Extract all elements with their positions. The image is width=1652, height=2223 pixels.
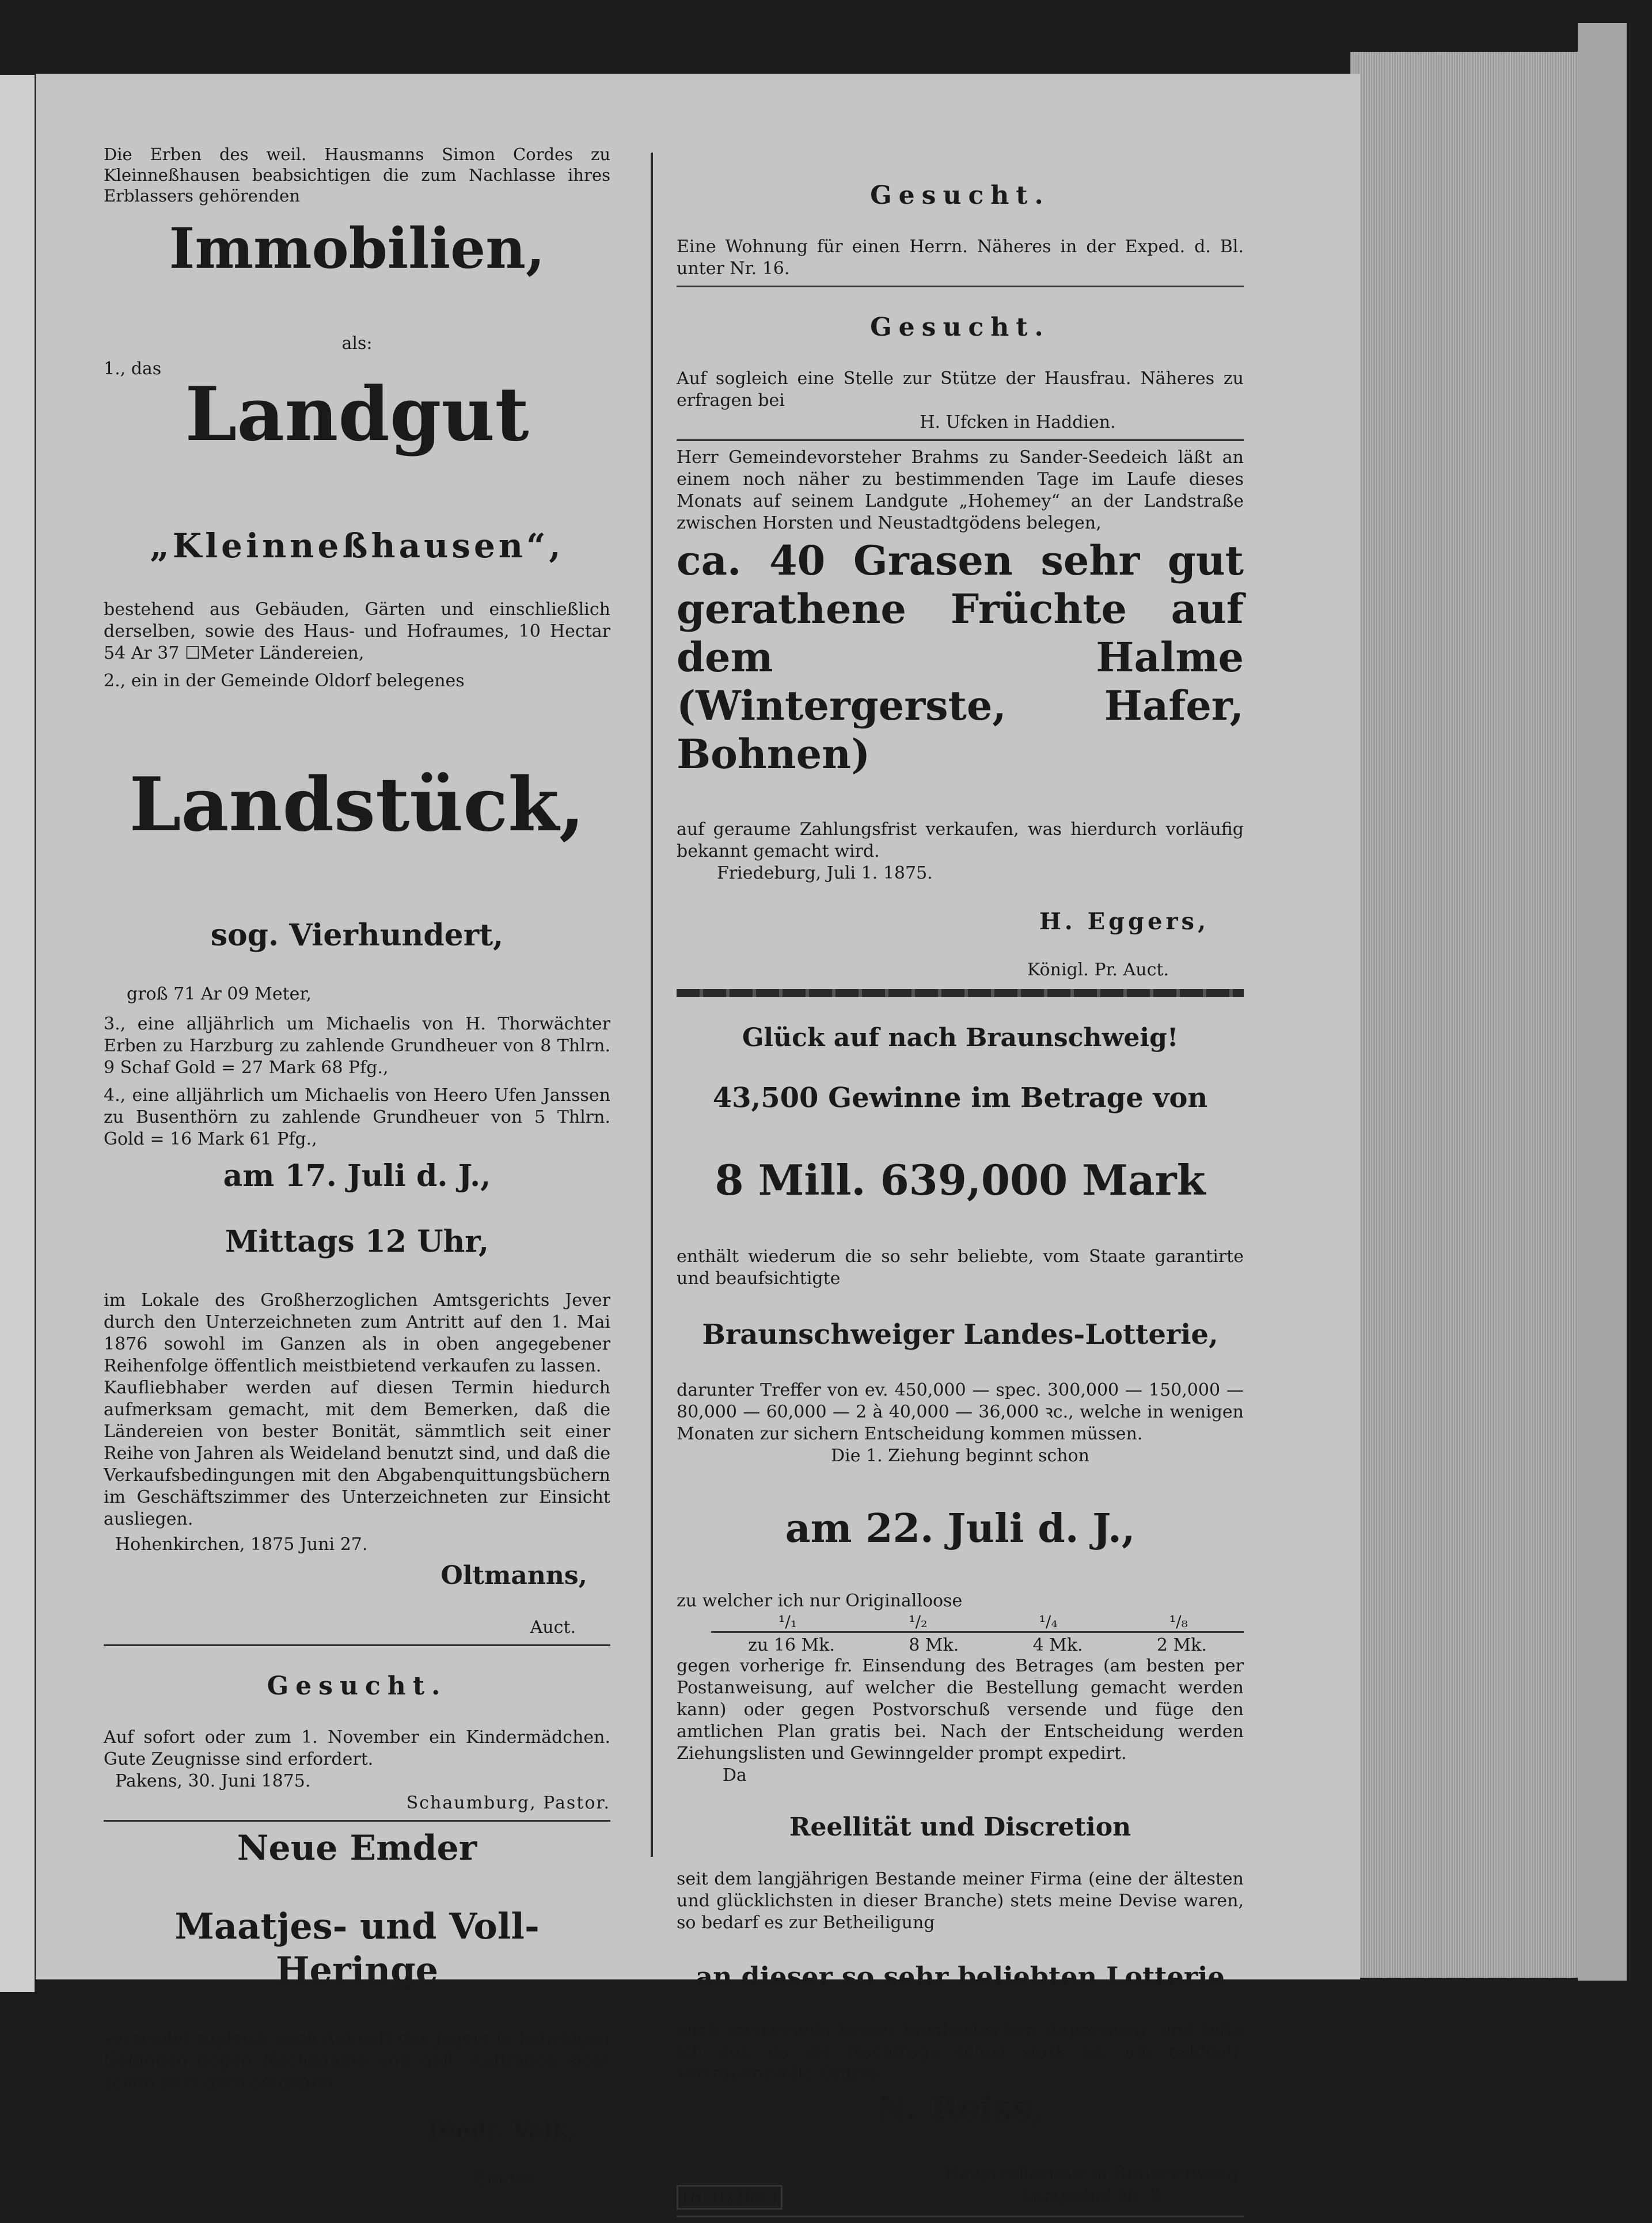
- lotto-body-4: seit dem langjährigen Bestande meiner Firma (eine der ältesten und glücklichsten in dieser Branche) stets meine Devise waren, so bedarf es zur Betheiligung: [677, 1869, 1244, 1933]
- gesucht-2-title: Gesucht.: [267, 1671, 447, 1701]
- lotto-body-3: gegen vorherige fr. Einsendung des Betrages (am besten per Postanweisung, auf welcher die Bestellung gemacht werden kann) oder gegen Postvorschuß versende und füge den amtlichen Plan gratis bei. Nach der Entscheidung werden Ziehungslisten und Gewinngelder prompt expedirt.: [677, 1656, 1244, 1764]
- gesucht-2-place: Pakens, 30. Juni 1875.: [115, 1771, 311, 1791]
- reiss-address: Langerhof Nr. 8.: [1021, 2186, 1167, 2206]
- gesucht-3-title: Gesucht.: [870, 313, 1050, 342]
- divider-bottom: [677, 2216, 1244, 2217]
- gesucht-2-body: Auf sofort oder zum 1. November ein Kindermädchen. Gute Zeugnisse sind erfordert.: [104, 1727, 610, 1769]
- item4-text: 4., eine alljährlich um Michaelis von Heero Ufen Janssen zu Busenthörn zu zahlende Grundheuer von 5 Thlrn. Gold = 16 Mark 61 Pfg.,: [104, 1085, 610, 1149]
- auction-signer: Oltmanns,: [440, 1561, 587, 1590]
- lotto-amount: 8 Mill. 639,000 Mark: [715, 1156, 1206, 1204]
- price-1: zu 16 Mk.: [748, 1635, 835, 1655]
- lotto-orig: zu welcher ich nur Originalloose: [677, 1591, 963, 1611]
- auction-time: Mittags 12 Uhr,: [225, 1224, 489, 1259]
- brahms-place: Friedeburg, Juli 1. 1875.: [717, 863, 933, 883]
- gross-text: groß 71 Ar 09 Meter,: [127, 984, 312, 1004]
- emder-heading-2: Maatjes- und Voll-Heringe: [174, 1905, 540, 1991]
- brahms-tail: auf geraume Zahlungsfrist verkaufen, was hierdurch vorläufig bekannt gemacht wird.: [677, 819, 1244, 861]
- brahms-body: Herr Gemeindevorsteher Brahms zu Sander-Seedeich läßt an einem noch näher zu bestimmenden Tage im Laufe dieses Monats auf seinem Landgute „Hohemey“ an der Landstraße zwischen Horsten und Neustadtgödens belegen,: [677, 447, 1244, 533]
- facing-page-edge: [0, 75, 35, 1992]
- brahms-big-text: ca. 40 Grasen sehr gut gerathene Früchte auf dem Halme (Wintergerste, Hafer, Bohnen): [677, 537, 1244, 778]
- lotto-body-5: auch meinerseits keiner bombastischen Anpreisung, und bitte ich nur, da die Nachfrage schon stark ist, um baldgefl. vertrauensvolle Ordres.: [677, 2020, 1244, 2084]
- gesucht-3-body: Auf sogleich eine Stelle zur Stütze der Hausfrau. Näheres zu erfragen bei: [677, 368, 1244, 411]
- divider-thick: [677, 989, 1244, 997]
- kleinnesshausen-heading: „Kleinneßhausen“,: [150, 526, 564, 565]
- book-page-edges: [1350, 52, 1604, 1978]
- fraction-1: ¹/₁: [778, 1612, 797, 1631]
- column-divider: [651, 153, 653, 1857]
- divider-2: [104, 1820, 610, 1822]
- gesucht-1-title: Gesucht.: [870, 181, 1050, 210]
- reiss-name: N. Reiss,: [876, 2088, 1045, 2129]
- lotto-reellitaet: Reellität und Discretion: [789, 1812, 1131, 1842]
- brahms-signer: H. Eggers,: [1039, 908, 1209, 935]
- reference-number: [H. 02280.]: [677, 2185, 783, 2210]
- divider-3: [677, 286, 1244, 287]
- item2-text: 2., ein in der Gemeinde Oldorf belegenes: [104, 671, 465, 691]
- fraction-4: ¹/₈: [1169, 1612, 1188, 1631]
- auction-body-1: im Lokale des Großherzoglichen Amtsgerichts Jever durch den Unterzeichneten zum Antritt auf den 1. Mai 1876 sowohl im Ganzen als in oben angegebener Reihenfolge öffentlich meistbietend verkaufen zu lassen.: [104, 1290, 610, 1376]
- gesucht-3-contact: H. Ufcken in Haddien.: [920, 412, 1116, 432]
- gesucht-2-signer: Schaumburg, Pastor.: [406, 1793, 610, 1813]
- book-cover-edge: [1578, 23, 1627, 1981]
- price-3: 4 Mk.: [1032, 1635, 1083, 1655]
- lotto-gewinne: 43,500 Gewinne im Betrage von: [712, 1082, 1208, 1114]
- lotto-date: am 22. Juli d. J.,: [785, 1506, 1135, 1552]
- lotto-headline: Glück auf nach Braunschweig!: [742, 1023, 1179, 1052]
- landgut-heading: Landgut: [185, 371, 529, 458]
- lotto-body-1: enthält wiederum die so sehr beliebte, vom Staate garantirte und beaufsichtigte: [677, 1247, 1244, 1289]
- landstueck-heading: Landstück,: [129, 762, 585, 848]
- vierhundert-heading: sog. Vierhundert,: [210, 918, 504, 953]
- emder-signer: Diedr. Valk,: [427, 2117, 576, 2144]
- price-4: 2 Mk.: [1156, 1635, 1207, 1655]
- divider-1: [104, 1644, 610, 1646]
- estate-intro: Die Erben des weil. Hausmanns Simon Cordes zu Kleinneßhausen beabsichtigen die zum Nachlasse ihres Erblassers gehörenden: [104, 145, 610, 206]
- price-2: 8 Mk.: [909, 1635, 959, 1655]
- landgut-description: bestehend aus Gebäuden, Gärten und einschließlich derselben, sowie des Haus- und Hofraumes, 10 Hectar 54 Ar 37 ☐Meter Ländereien,: [104, 599, 610, 663]
- auction-place-date: Hohenkirchen, 1875 Juni 27.: [115, 1534, 368, 1555]
- lotto-body-2: darunter Treffer von ev. 450,000 — spec. 300,000 — 150,000 — 80,000 — 60,000 — 2 à 40,000 — 36,000 ꝛc., welche in wenigen Monaten zur sichern Entscheidung kommen müssen.: [677, 1380, 1244, 1444]
- right-column: [677, 155, 1244, 2223]
- auction-body-2: Kaufliebhaber werden auf diesen Termin hiedurch aufmerksam gemacht, mit dem Bemerken, daß die Ländereien von bester Bonität, sämmtlich seit einer Reihe von Jahren als Weideland benutzt sind, und daß die Verkaufsbedingungen mit den Abgabenquittungsbüchern im Geschäftszimmer des Unterzeichneten zur Einsicht ausliegen.: [104, 1378, 610, 1529]
- item3-text: 3., eine alljährlich um Michaelis von H. Thorwächter Erben zu Harzburg zu zahlende Grundheuer von 8 Thlrn. 9 Schaf Gold = 27 Mark 68 Pfg.,: [104, 1014, 610, 1078]
- lotto-fractions-row: [677, 1612, 1244, 1631]
- emder-heading-1: Neue Emder: [237, 1828, 477, 1868]
- gesucht-1-body: Eine Wohnung für einen Herrn. Näheres in der Exped. d. Bl. unter Nr. 16.: [677, 237, 1244, 279]
- immobilien-heading: Immobilien,: [169, 216, 545, 281]
- left-column: [104, 144, 610, 2190]
- lotto-prices-row: [711, 1631, 1244, 1655]
- divider-4: [677, 439, 1244, 441]
- brahms-signer-title: Königl. Pr. Auct.: [1027, 960, 1169, 980]
- reiss-footer: [677, 2163, 1244, 2210]
- item1-label: 1., das: [104, 359, 162, 379]
- emder-body: versendet sogleich nach Ankunft des Jagers in beliebigen Gebinden gegen Nachnahme und gefl. Aufträgen sieht schon jetzt gern entgegen: [104, 2028, 610, 2092]
- reiss-title: Hauptcollecteur in Braunschweig,: [944, 2164, 1244, 2184]
- auction-signer-title: Auct.: [530, 1617, 576, 1637]
- lotto-name: Braunschweiger Landes-Lotterie,: [702, 1318, 1218, 1351]
- fraction-3: ¹/₄: [1039, 1612, 1058, 1631]
- fraction-2: ¹/₂: [909, 1612, 928, 1631]
- als-label: als:: [341, 333, 373, 354]
- lotto-ziehung: Die 1. Ziehung beginnt schon: [831, 1446, 1089, 1466]
- auction-date: am 17. Juli d. J.,: [223, 1158, 491, 1194]
- lotto-an-dieser: an dieser so sehr beliebten Lotterie: [696, 1961, 1225, 1992]
- emder-place: Emden.: [474, 2169, 541, 2189]
- lotto-da: Da: [723, 1765, 747, 1785]
